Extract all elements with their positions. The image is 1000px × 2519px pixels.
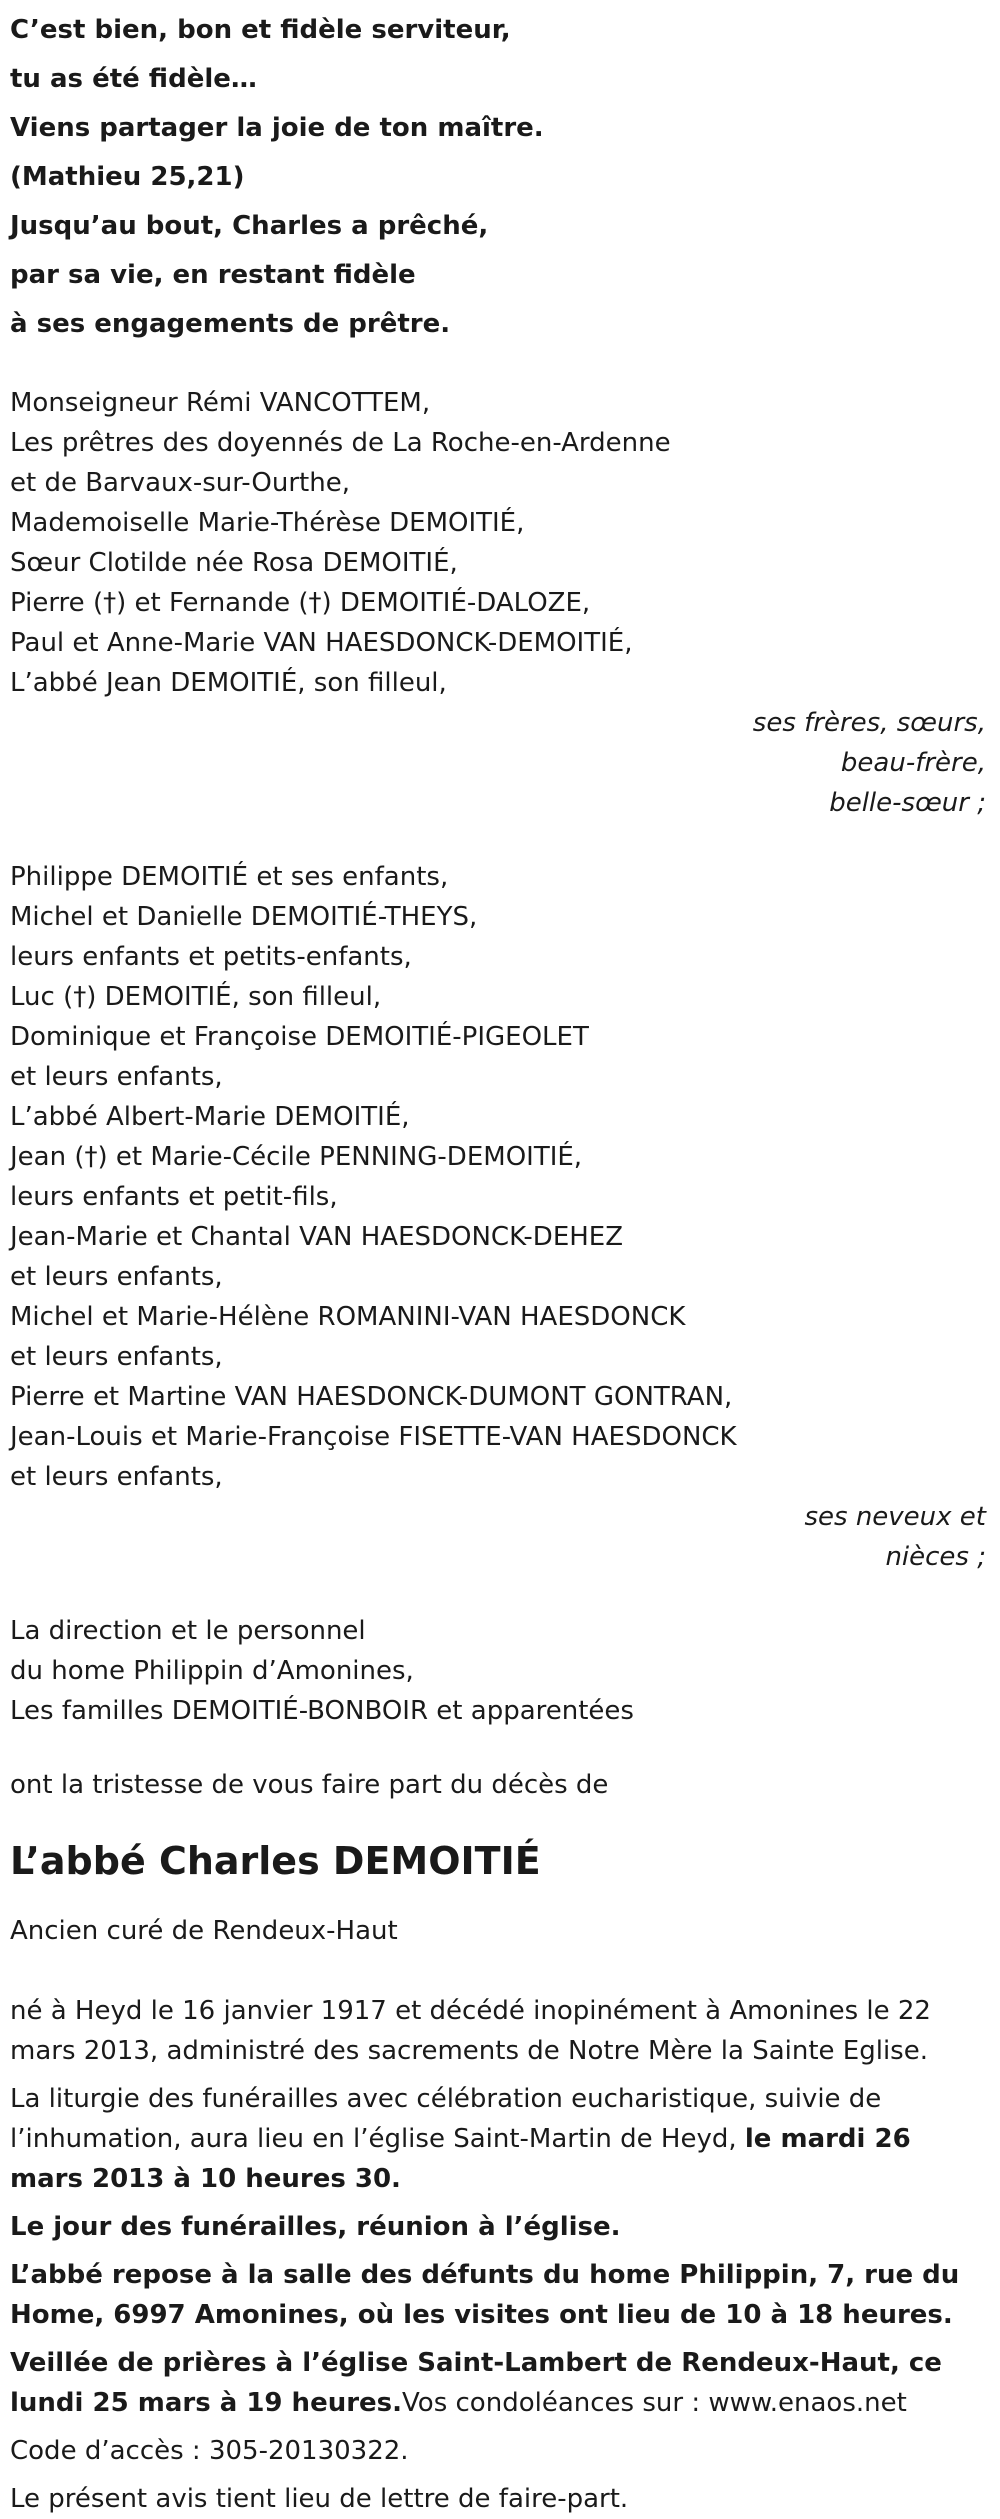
family-name-line: et leurs enfants, — [10, 1062, 223, 1092]
family-name-line: Jean-Louis et Marie-Françoise FISETTE-VAN HAESDONCK — [10, 1422, 737, 1452]
family-name-line: Mademoiselle Marie-Thérèse DEMOITIÉ, — [10, 508, 525, 538]
family-name-line: Dominique et Françoise DEMOITIÉ-PIGEOLET — [10, 1022, 589, 1052]
funeral-datetime: le mardi 26 mars 2013 à 10 heures 30. — [10, 2124, 911, 2194]
funeral-info — [10, 2079, 986, 2199]
family-name-line: Sœur Clotilde née Rosa DEMOITIÉ, — [10, 548, 458, 578]
access-code: Code d’accès : 305-20130322. — [10, 2436, 409, 2466]
relation-label: belle-sœur ; — [829, 788, 986, 818]
family-name-line: Luc (†) DEMOITIÉ, son filleul, — [10, 982, 382, 1012]
family-group-others — [10, 1611, 986, 1731]
family-name-line: et leurs enfants, — [10, 1342, 223, 1372]
family-group-siblings — [10, 383, 986, 823]
relation-label: ses frères, sœurs, — [752, 708, 986, 738]
vigil-info — [10, 2343, 986, 2423]
relation-label: nièces ; — [885, 1542, 986, 1572]
family-name-line: Paul et Anne-Marie VAN HAESDONCK-DEMOITIÉ, — [10, 628, 633, 658]
closing-note: Le présent avis tient lieu de lettre de faire-part. — [10, 2484, 629, 2514]
relation-label: ses neveux et — [804, 1502, 986, 1532]
family-name-line: Jean-Marie et Chantal VAN HAESDONCK-DEHEZ — [10, 1222, 624, 1252]
family-name-line: leurs enfants et petit-fils, — [10, 1182, 338, 1212]
epigraph-line: à ses engagements de prêtre. — [10, 309, 451, 339]
family-group-nephews — [10, 857, 986, 1577]
condolences-text: Vos condoléances sur : www.enaos.net — [402, 2388, 907, 2418]
deceased-title-text: Ancien curé de Rendeux-Haut — [10, 1916, 398, 1946]
family-name-line: et leurs enfants, — [10, 1462, 223, 1492]
meeting-info: Le jour des funérailles, réunion à l’église. — [10, 2212, 621, 2242]
vigil-text: Veillée de prières à l’église Saint-Lambert de Rendeux-Haut, ce lundi 25 mars à 19 heures. — [10, 2348, 942, 2418]
epigraph-line: Viens partager la joie de ton maître. — [10, 113, 544, 143]
funeral-text: La liturgie des funérailles avec célébration eucharistique, suivie de l’inhumation, aura lieu en l’église Saint-Martin de Heyd, — [10, 2084, 882, 2154]
family-name-line: du home Philippin d’Amonines, — [10, 1656, 414, 1686]
epigraph — [10, 6, 986, 349]
family-name-line: Philippe DEMOITIÉ et ses enfants, — [10, 862, 449, 892]
family-name-line: Monseigneur Rémi VANCOTTEM, — [10, 388, 431, 418]
family-name-line: et de Barvaux-sur-Ourthe, — [10, 468, 350, 498]
family-name-line: Les prêtres des doyennés de La Roche-en-Ardenne — [10, 428, 671, 458]
deceased-title — [10, 1911, 986, 1951]
family-name-line: Jean (†) et Marie-Cécile PENNING-DEMOITIÉ, — [10, 1142, 583, 1172]
epigraph-line: Jusqu’au bout, Charles a prêché, — [10, 211, 489, 241]
announcement — [10, 1765, 986, 1805]
epigraph-line: par sa vie, en restant fidèle — [10, 260, 416, 290]
family-name-line: L’abbé Jean DEMOITIÉ, son filleul, — [10, 668, 447, 698]
family-name-line: L’abbé Albert-Marie DEMOITIÉ, — [10, 1102, 410, 1132]
family-name-line: Michel et Danielle DEMOITIÉ-THEYS, — [10, 902, 478, 932]
family-name-line: leurs enfants et petits-enfants, — [10, 942, 412, 972]
family-name-line: Michel et Marie-Hélène ROMANINI-VAN HAESDONCK — [10, 1302, 686, 1332]
relation-label: beau-frère, — [840, 748, 986, 778]
rest-place-info: L’abbé repose à la salle des défunts du home Philippin, 7, rue du Home, 6997 Amonines, où les visites ont lieu de 10 à 18 heures. — [10, 2260, 960, 2330]
family-name-line: Pierre et Martine VAN HAESDONCK-DUMONT GONTRAN, — [10, 1382, 733, 1412]
deceased-name: L’abbé Charles DEMOITIÉ — [10, 1839, 541, 1883]
epigraph-line: tu as été fidèle… — [10, 64, 257, 94]
birth-death-info: né à Heyd le 16 janvier 1917 et décédé inopinément à Amonines le 22 mars 2013, administré des sacrements de Notre Mère la Sainte Eglise. — [10, 1996, 931, 2066]
epigraph-line: (Mathieu 25,21) — [10, 162, 245, 192]
epigraph-line: C’est bien, bon et fidèle serviteur, — [10, 15, 511, 45]
family-name-line: et leurs enfants, — [10, 1262, 223, 1292]
family-name-line: Les familles DEMOITIÉ-BONBOIR et apparentées — [10, 1696, 634, 1726]
announcement-text: ont la tristesse de vous faire part du décès de — [10, 1770, 609, 1800]
family-name-line: La direction et le personnel — [10, 1616, 366, 1646]
family-name-line: Pierre (†) et Fernande (†) DEMOITIÉ-DALOZE, — [10, 588, 591, 618]
